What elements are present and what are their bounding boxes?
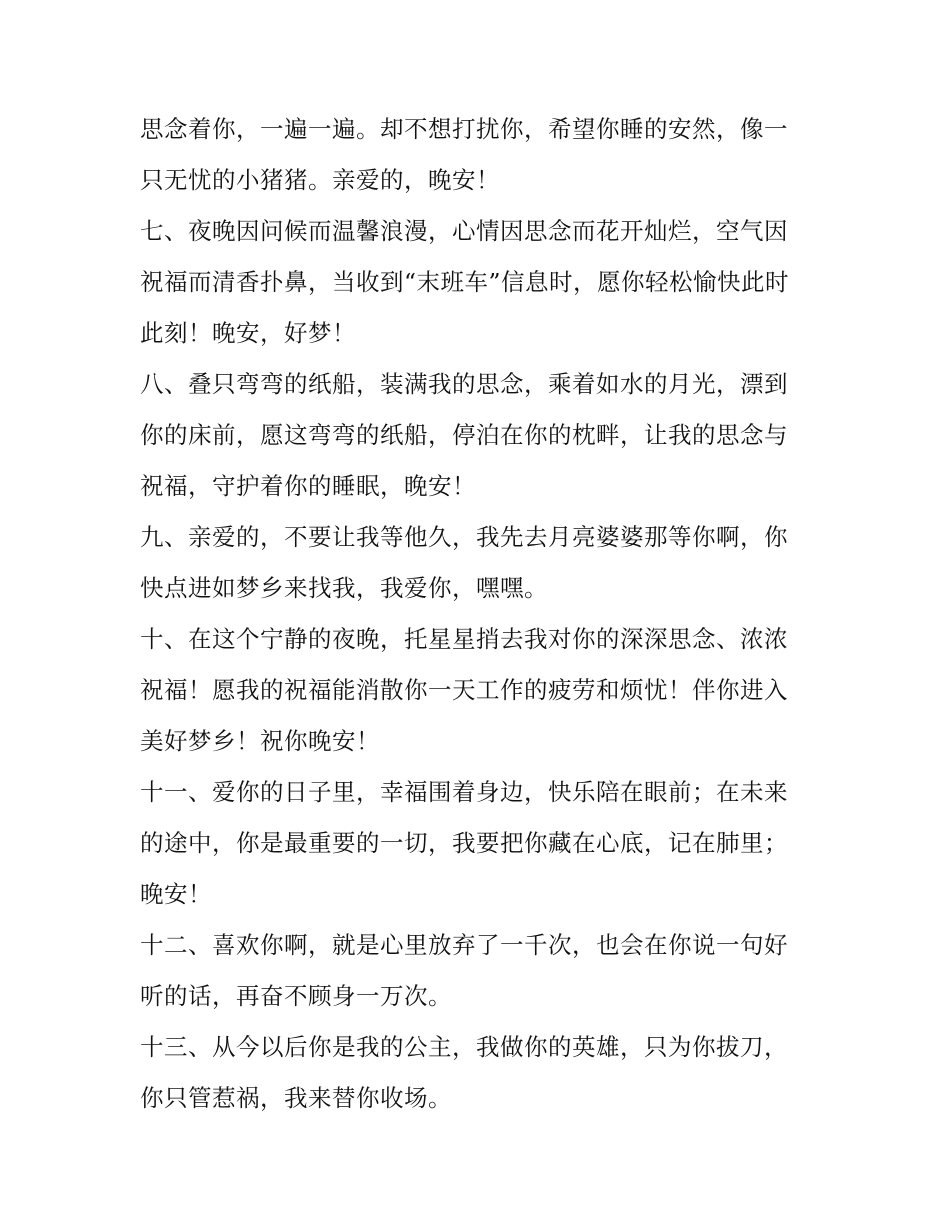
- text-line: 八、叠只弯弯的纸船，装满我的思念，乘着如水的月光，漂到: [140, 370, 788, 398]
- text-line: 快点进如梦乡来找我，我爱你，嘿嘿。: [140, 574, 548, 602]
- text-line: 思念着你，一遍一遍。却不想打扰你，希望你睡的安然，像一: [140, 115, 788, 143]
- text-line: 美好梦乡！祝你晚安！: [140, 727, 380, 755]
- text-line: 你的床前，愿这弯弯的纸船，停泊在你的枕畔，让我的思念与: [140, 421, 788, 449]
- text-line: 七、夜晚因问候而温馨浪漫，心情因思念而花开灿烂，空气因: [140, 217, 788, 245]
- text-line: 此刻！晚安，好梦！: [140, 319, 356, 347]
- text-line: 祝福！愿我的祝福能消散你一天工作的疲劳和烦忧！伴你进入: [140, 676, 788, 704]
- text-line: 祝福，守护着你的睡眠，晚安！: [140, 472, 476, 500]
- text-line: 九、亲爱的，不要让我等他久，我先去月亮婆婆那等你啊，你: [140, 523, 788, 551]
- text-line: 只无忧的小猪猪。亲爱的，晚安！: [140, 166, 500, 194]
- text-line: 十三、从今以后你是我的公主，我做你的英雄，只为你拔刀，: [140, 1033, 788, 1061]
- text-line: 听的话，再奋不顾身一万次。: [140, 982, 452, 1010]
- text-line: 晚安！: [140, 880, 212, 908]
- document-body: [140, 104, 812, 1124]
- text-line: 十一、爱你的日子里，幸福围着身边，快乐陪在眼前；在未来: [140, 778, 788, 806]
- text-line: 的途中，你是最重要的一切，我要把你藏在心底，记在肺里；: [140, 829, 788, 857]
- text-line: 祝福而清香扑鼻，当收到“末班车”信息时，愿你轻松愉快此时: [140, 268, 790, 296]
- text-line: 你只管惹祸，我来替你收场。: [140, 1084, 452, 1112]
- text-line: 十、在这个宁静的夜晚，托星星捎去我对你的深深思念、浓浓: [140, 625, 788, 653]
- text-line: 十二、喜欢你啊，就是心里放弃了一千次，也会在你说一句好: [140, 931, 788, 959]
